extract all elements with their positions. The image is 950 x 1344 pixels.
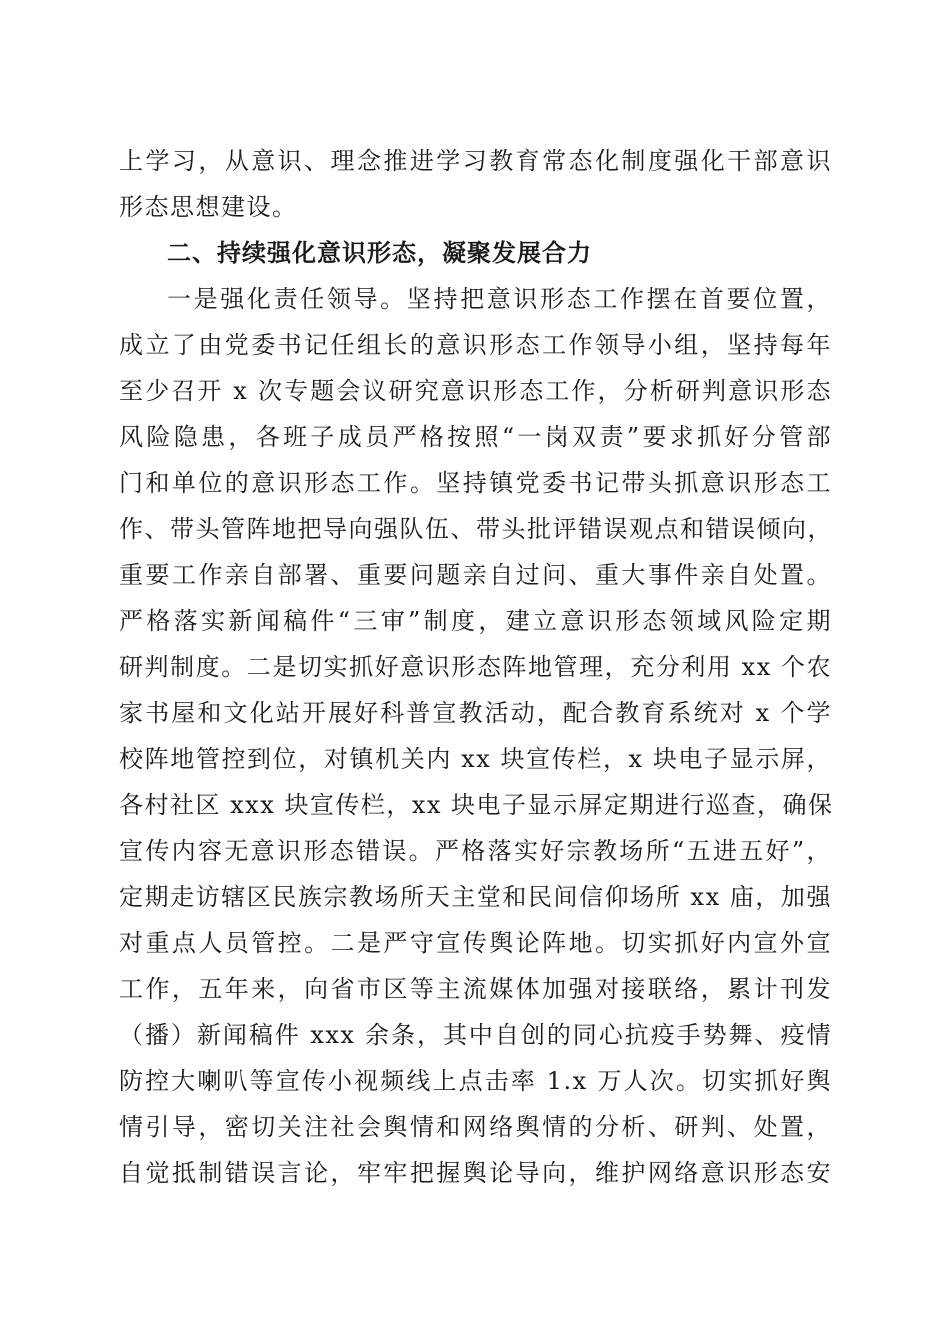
section-heading: 二、持续强化意识形态，凝聚发展合力 <box>167 239 592 267</box>
body-text-line: （播）新闻稿件 xxx 余条，其中自创的同心抗疫手势舞、疫情 <box>119 1021 832 1049</box>
body-text-line: 各村社区 xxx 块宣传栏，xx 块电子显示屏定期进行巡查，确保 <box>119 791 834 819</box>
body-text-line: 家书屋和文化站开展好科普宣教活动，配合教育系统对 x 个学 <box>119 699 832 727</box>
body-text-line: 形态思想建设。 <box>119 193 298 221</box>
body-text-line: 研判制度。二是切实抓好意识形态阵地管理，充分利用 xx 个农 <box>119 653 832 681</box>
body-text-line: 校阵地管控到位，对镇机关内 xx 块宣传栏，x 块电子显示屏， <box>119 745 832 773</box>
body-text-line: 一是强化责任领导。坚持把意识形态工作摆在首要位置， <box>167 285 832 313</box>
body-text-line: 风险隐患，各班子成员严格按照“一岗双责”要求抓好分管部 <box>119 423 832 451</box>
body-text-line: 上学习，从意识、理念推进学习教育常态化制度强化干部意识 <box>119 147 832 175</box>
body-text-line: 定期走访辖区民族宗教场所天主堂和民间信仰场所 xx 庙，加强 <box>119 883 832 911</box>
body-text-line: 严格落实新闻稿件“三审”制度，建立意识形态领域风险定期 <box>119 607 832 635</box>
body-text-line: 至少召开 x 次专题会议研究意识形态工作，分析研判意识形态 <box>119 377 832 405</box>
body-text-line: 自觉抵制错误言论，牢牢把握舆论导向，维护网络意识形态安 <box>119 1159 832 1187</box>
body-text-line: 成立了由党委书记任组长的意识形态工作领导小组，坚持每年 <box>119 331 832 359</box>
body-text-line: 重要工作亲自部署、重要问题亲自过问、重大事件亲自处置。 <box>119 561 832 589</box>
body-text-line: 对重点人员管控。二是严守宣传舆论阵地。切实抓好内宣外宣 <box>119 929 832 957</box>
body-text-line: 门和单位的意识形态工作。坚持镇党委书记带头抓意识形态工 <box>119 469 832 497</box>
body-text-line: 宣传内容无意识形态错误。严格落实好宗教场所“五进五好”， <box>119 837 832 865</box>
body-text-line: 工作，五年来，向省市区等主流媒体加强对接联络，累计刊发 <box>119 975 832 1003</box>
body-text-line: 防控大喇叭等宣传小视频线上点击率 1.x 万人次。切实抓好舆 <box>119 1067 832 1095</box>
body-text-line: 作、带头管阵地把导向强队伍、带头批评错误观点和错误倾向， <box>119 515 833 543</box>
body-text-line: 情引导，密切关注社会舆情和网络舆情的分析、研判、处置， <box>119 1113 832 1141</box>
